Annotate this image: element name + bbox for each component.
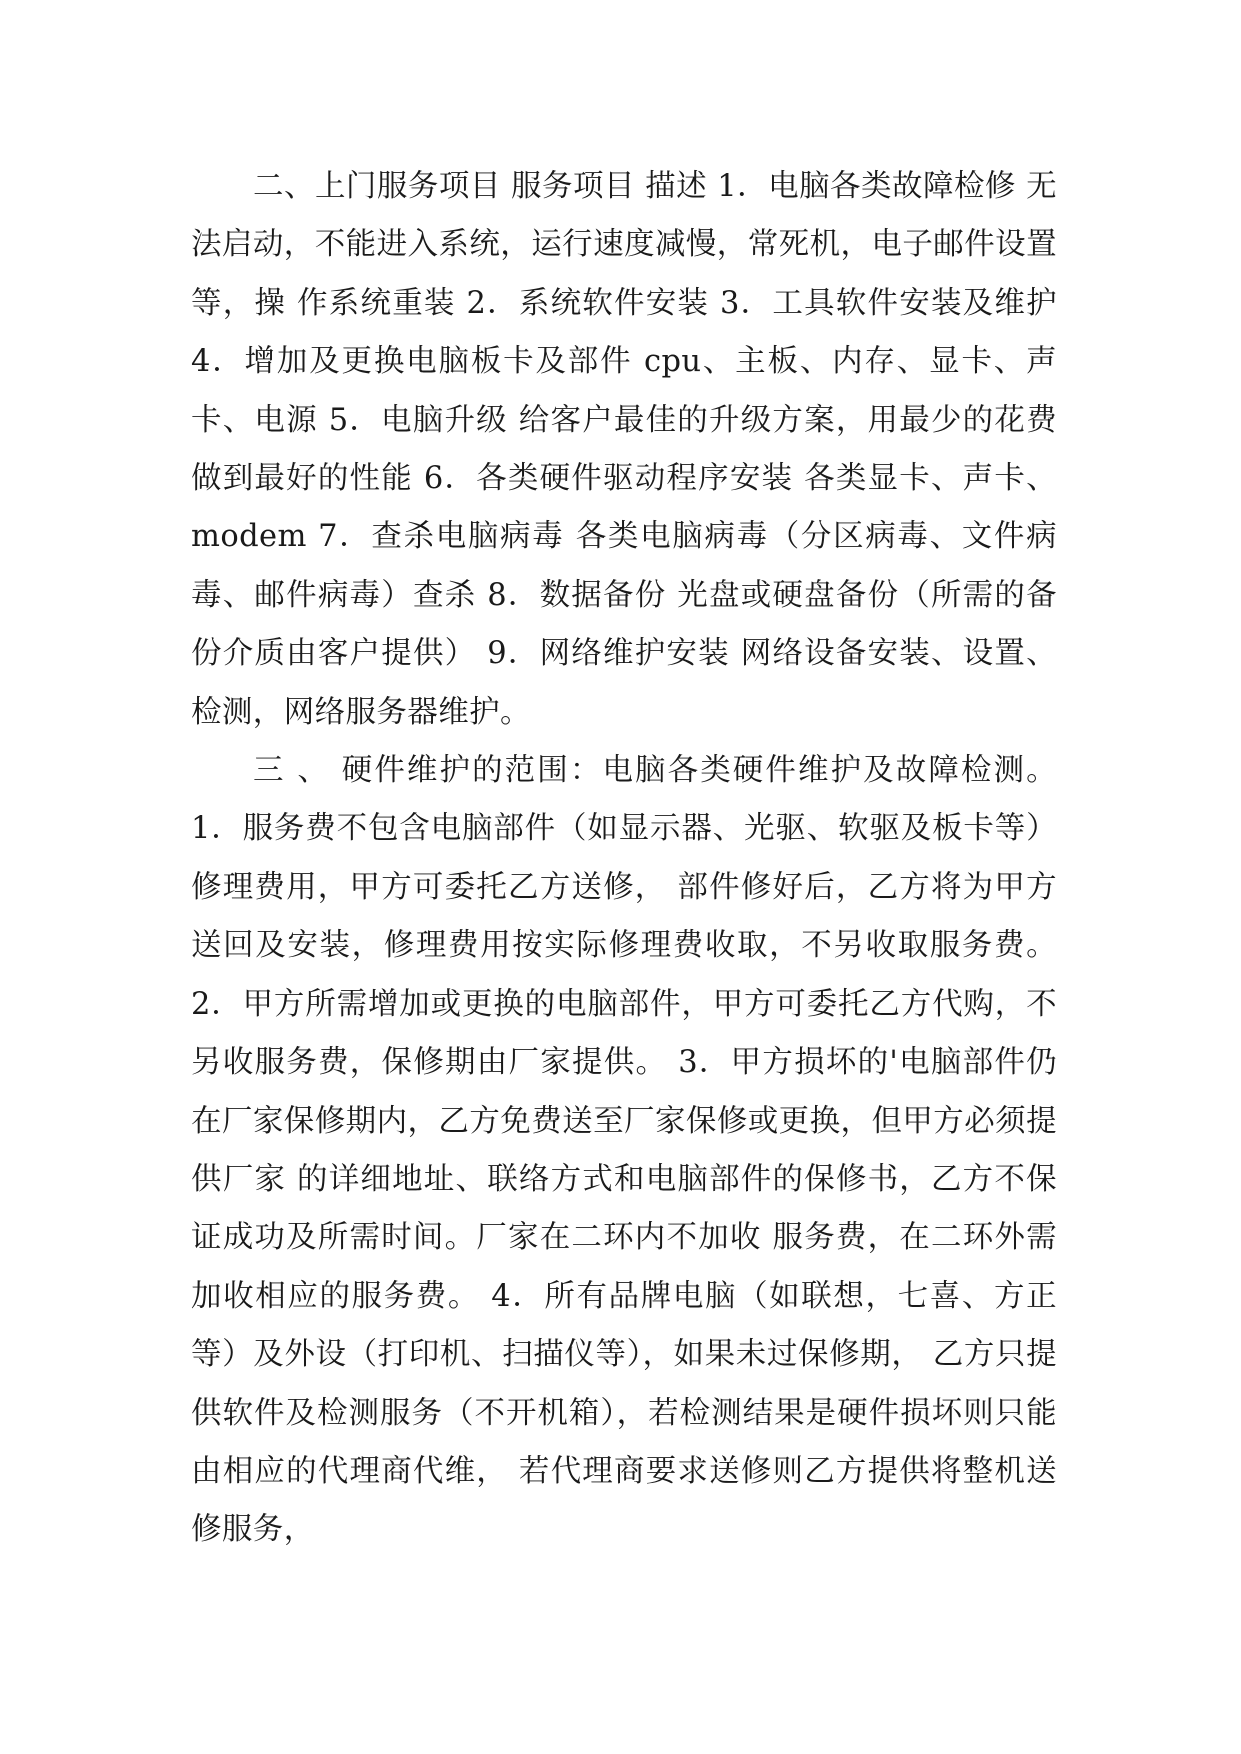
paragraph-hardware-maintenance-scope: 三 、 硬件维护的范围：电脑各类硬件维护及故障检测。1．服务费不包含电脑部件（如显示器、光驱、软驱及板卡等）修理费用，甲方可委托乙方送修， 部件修好后，乙方将为甲方送回及安装，修理费用按实际修理费收取，不另收取服务费。 2．甲方所需增加或更换的电脑部件，甲方可委托乙方代购，不另收服务费，保修期由厂家提供。 3．甲方损坏的'电脑部件仍在厂家保修期内，乙方免费送至厂家保修或更换，但甲方必须提供厂家 的详细地址、联络方式和电脑部件的保修书，乙方不保证成功及所需时间。厂家在二环内不加收 服务费，在二环外需加收相应的服务费。 4．所有品牌电脑（如联想，七喜、方正等）及外设（打印机、扫描仪等），如果未过保修期， 乙方只提供软件及检测服务（不开机箱），若检测结果是硬件损坏则只能由相应的代理商代维， 若代理商要求送修则乙方提供将整机送修服务， [191, 753, 1068, 1548]
paragraph-onsite-services: 二、上门服务项目 服务项目 描述 1．电脑各类故障检修 无法启动，不能进入系统，运行速度减慢，常死机，电子邮件设置等，操 作系统重装 2．系统软件安装 3．工具软件安装及维护 4．增加及更换电脑板卡及部件 cpu、主板、内存、显卡、声卡、电源 5．电脑升级 给客户最佳的升级方案，用最少的花费做到最好的性能 6．各类硬件驱动程序安装 各类显卡、声卡、modem 7．查杀电脑病毒 各类电脑病毒（分区病毒、文件病毒、邮件病毒）查杀 8．数据备份 光盘或硬盘备份（所需的备份介质由客户提供） 9．网络维护安装 网络设备安装、设置、检测，网络服务器维护。 [191, 169, 1068, 730]
document-body [191, 158, 1068, 1560]
